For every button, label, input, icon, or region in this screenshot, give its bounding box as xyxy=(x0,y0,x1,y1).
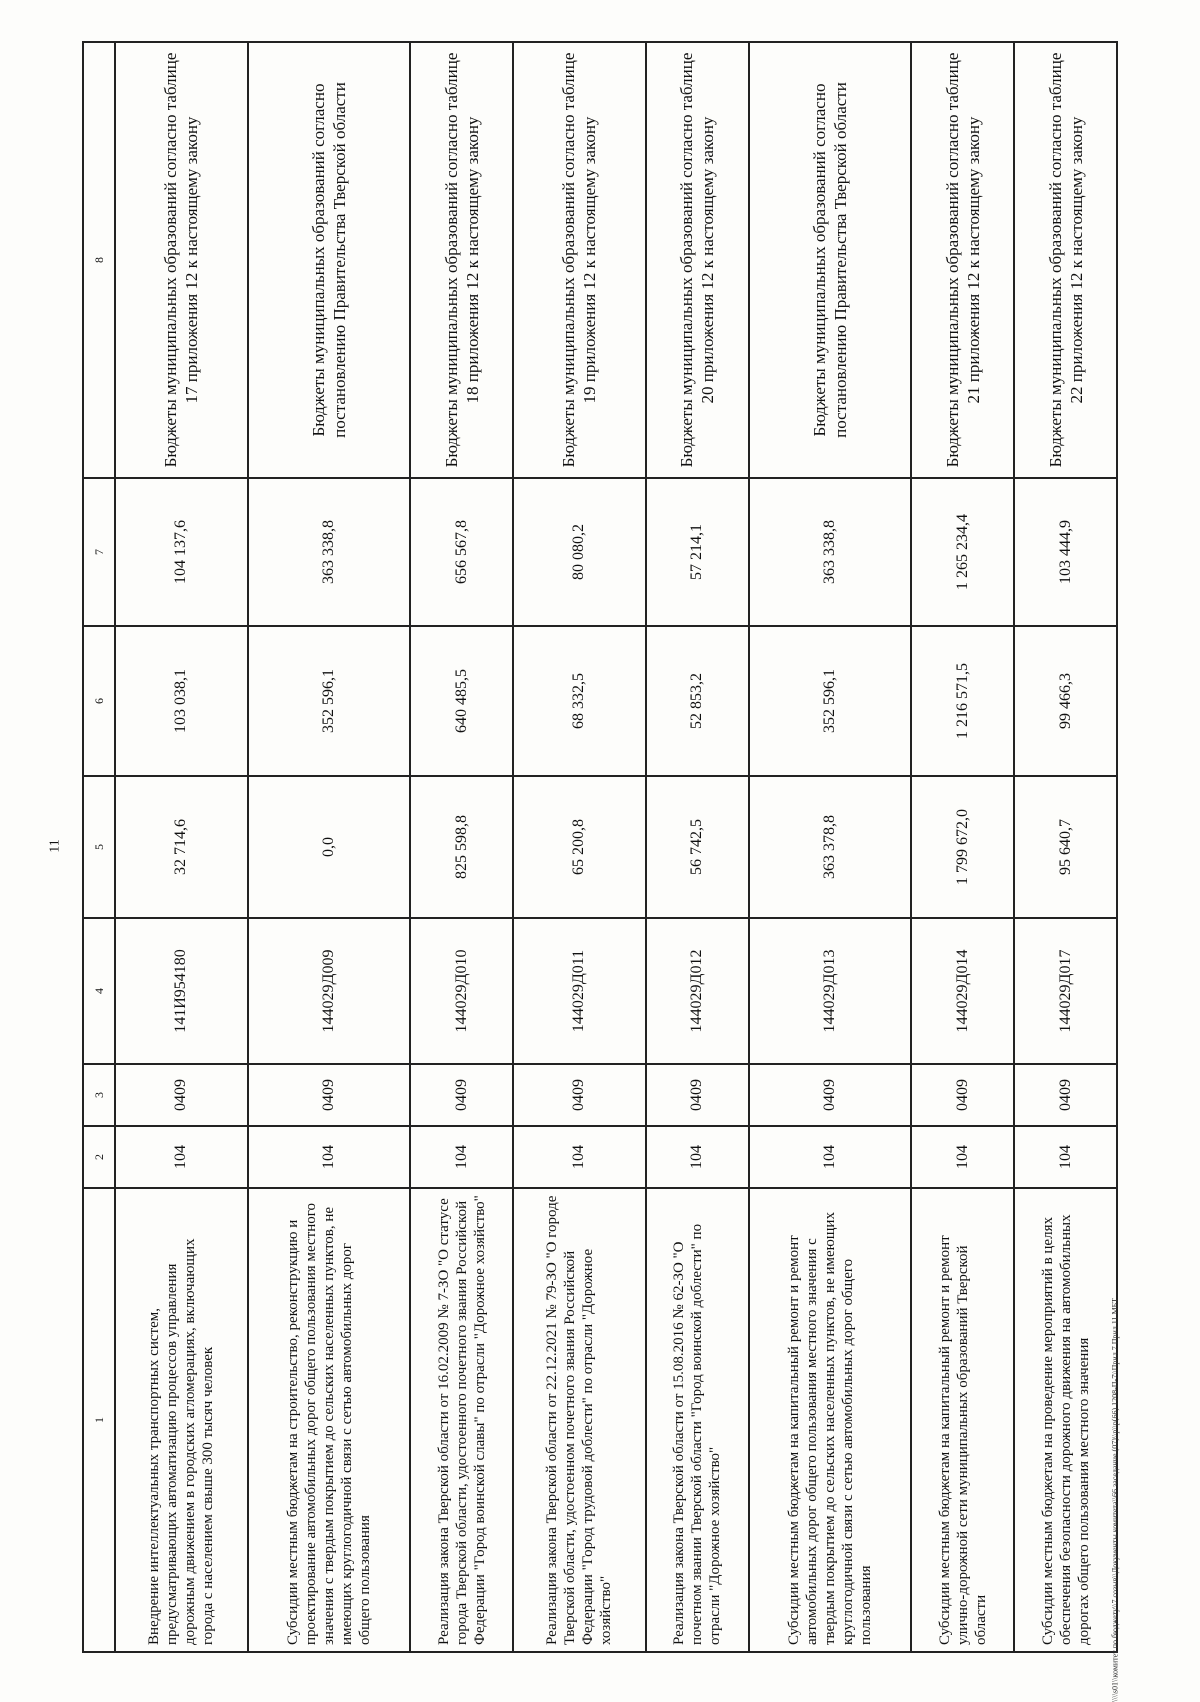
recipient-cell: Бюджеты муниципальных образований согласно таблице 20 приложения 12 к настоящему закону xyxy=(646,42,749,478)
admin-code-cell: 104 xyxy=(410,1126,513,1188)
table-row xyxy=(646,42,749,1652)
description-cell: Субсидии местным бюджетам на проведение мероприятий в целях обеспечения безопасности дорожного движения на автомобильных дорогах общего пользования местного значения xyxy=(1014,1188,1117,1652)
description-cell: Субсидии местным бюджетам на капитальный ремонт и ремонт улично-дорожной сети муниципальных образований Тверской области xyxy=(911,1188,1014,1652)
admin-code-cell: 104 xyxy=(646,1126,749,1188)
amount-cell: 825 598,8 xyxy=(410,776,513,918)
section-code-cell: 0409 xyxy=(115,1064,248,1126)
admin-code-cell: 104 xyxy=(1014,1126,1117,1188)
description-cell: Субсидии местным бюджетам на строительство, реконструкцию и проектирование автомобильных дорог общего пользования местного значения с твердым покрытием до сельских населенных пунктов, не имеющих круглогодичной связи с сетью автомобильных дорог общего пользования xyxy=(248,1188,411,1652)
description-cell: Внедрение интеллектуальных транспортных систем, предусматривающих автоматизацию процессов управления дорожным движением в городских агломерациях, включающих города с населением свыше 300 тысяч человек xyxy=(115,1188,248,1652)
amount-cell: 0,0 xyxy=(248,776,411,918)
amount-cell: 656 567,8 xyxy=(410,478,513,626)
amount-cell: 1 265 234,4 xyxy=(911,478,1014,626)
recipient-cell: Бюджеты муниципальных образований согласно таблице 22 приложения 12 к настоящему закону xyxy=(1014,42,1117,478)
recipient-cell: Бюджеты муниципальных образований согласно постановлению Правительства Тверской области xyxy=(749,42,912,478)
amount-cell: 363 378,8 xyxy=(749,776,912,918)
amount-cell: 640 485,5 xyxy=(410,626,513,776)
admin-code-cell: 104 xyxy=(513,1126,646,1188)
admin-code-cell: 104 xyxy=(911,1126,1014,1188)
target-code-cell: 144029Д012 xyxy=(646,918,749,1064)
target-code-cell: 144029Д014 xyxy=(911,918,1014,1064)
amount-cell: 57 214,1 xyxy=(646,478,749,626)
table-row xyxy=(248,42,411,1652)
amount-cell: 80 080,2 xyxy=(513,478,646,626)
table-row xyxy=(749,42,912,1652)
section-code-cell: 0409 xyxy=(911,1064,1014,1126)
amount-cell: 99 466,3 xyxy=(1014,626,1117,776)
target-code-cell: 144029Д017 xyxy=(1014,918,1117,1064)
rotated-table-container xyxy=(82,43,1118,1653)
target-code-cell: 144029Д011 xyxy=(513,918,646,1064)
amount-cell: 363 338,8 xyxy=(749,478,912,626)
target-code-cell: 144029Д009 xyxy=(248,918,411,1064)
amount-cell: 32 714,6 xyxy=(115,776,248,918)
table-row xyxy=(410,42,513,1652)
amount-cell: 363 338,8 xyxy=(248,478,411,626)
column-header: 1 xyxy=(83,1188,115,1652)
amount-cell: 352 596,1 xyxy=(749,626,912,776)
amount-cell: 1 216 571,5 xyxy=(911,626,1014,776)
recipient-cell: Бюджеты муниципальных образований согласно таблице 17 приложения 12 к настоящему закону xyxy=(115,42,248,478)
description-cell: Реализация закона Тверской области от 16.02.2009 № 7-ЗО "О статусе города Тверской области, удостоенного почетного звания Российской Федерации "Город воинской славы" по отрасли "Дорожное хозяйство" xyxy=(410,1188,513,1652)
section-code-cell: 0409 xyxy=(749,1064,912,1126)
amount-cell: 1 799 672,0 xyxy=(911,776,1014,918)
amount-cell: 68 332,5 xyxy=(513,626,646,776)
description-cell: Реализация закона Тверской области от 15.08.2016 № 62-ЗО "О почетном звании Тверской области "Город воинской доблести" по отрасли "Дорожное хозяйство" xyxy=(646,1188,749,1652)
column-header: 2 xyxy=(83,1126,115,1188)
amount-cell: 352 596,1 xyxy=(248,626,411,776)
table-row xyxy=(115,42,248,1652)
column-header: 3 xyxy=(83,1064,115,1126)
admin-code-cell: 104 xyxy=(749,1126,912,1188)
amount-cell: 65 200,8 xyxy=(513,776,646,918)
column-header: 5 xyxy=(83,776,115,918)
column-header: 8 xyxy=(83,42,115,478)
amount-cell: 56 742,5 xyxy=(646,776,749,918)
admin-code-cell: 104 xyxy=(115,1126,248,1188)
amount-cell: 103 038,1 xyxy=(115,626,248,776)
amount-cell: 95 640,7 xyxy=(1014,776,1117,918)
amount-cell: 52 853,2 xyxy=(646,626,749,776)
section-code-cell: 0409 xyxy=(513,1064,646,1126)
amount-cell: 104 137,6 xyxy=(115,478,248,626)
header-row xyxy=(83,42,115,1652)
table-row xyxy=(513,42,646,1652)
budget-table xyxy=(82,41,1118,1653)
column-header: 6 xyxy=(83,626,115,776)
admin-code-cell: 104 xyxy=(248,1126,411,1188)
target-code-cell: 141И954180 xyxy=(115,918,248,1064)
recipient-cell: Бюджеты муниципальных образований согласно таблице 21 приложения 12 к настоящему закону xyxy=(911,42,1014,478)
footer-path: \\\\s01\\комитет по бюджету\\7 созыв\\Документы комитета\\66 заседание (07)\\р\\р(66) 1208-П-7\\Прил 7 Прил 11 МБТ xyxy=(1110,1298,1120,1702)
section-code-cell: 0409 xyxy=(248,1064,411,1126)
table-row xyxy=(911,42,1014,1652)
amount-cell: 103 444,9 xyxy=(1014,478,1117,626)
target-code-cell: 144029Д010 xyxy=(410,918,513,1064)
recipient-cell: Бюджеты муниципальных образований согласно постановлению Правительства Тверской области xyxy=(248,42,411,478)
column-header: 4 xyxy=(83,918,115,1064)
target-code-cell: 144029Д013 xyxy=(749,918,912,1064)
table-row xyxy=(1014,42,1117,1652)
column-header: 7 xyxy=(83,478,115,626)
description-cell: Реализация закона Тверской области от 22.12.2021 № 79-ЗО "О городе Тверской области, удостоенном почетного звания Российской Федерации "Город трудовой доблести" по отрасли "Дорожное хозяйство" xyxy=(513,1188,646,1652)
section-code-cell: 0409 xyxy=(410,1064,513,1126)
recipient-cell: Бюджеты муниципальных образований согласно таблице 19 приложения 12 к настоящему закону xyxy=(513,42,646,478)
table-body xyxy=(83,42,1117,1652)
description-cell: Субсидии местным бюджетам на капитальный ремонт и ремонт автомобильных дорог общего пользования местного значения с твердым покрытием до сельских населенных пунктов, не имеющих круглогодичной связи с сетью автомобильных дорог общего пользования xyxy=(749,1188,912,1652)
recipient-cell: Бюджеты муниципальных образований согласно таблице 18 приложения 12 к настоящему закону xyxy=(410,42,513,478)
section-code-cell: 0409 xyxy=(646,1064,749,1126)
page-number: 11 xyxy=(47,839,63,853)
section-code-cell: 0409 xyxy=(1014,1064,1117,1126)
